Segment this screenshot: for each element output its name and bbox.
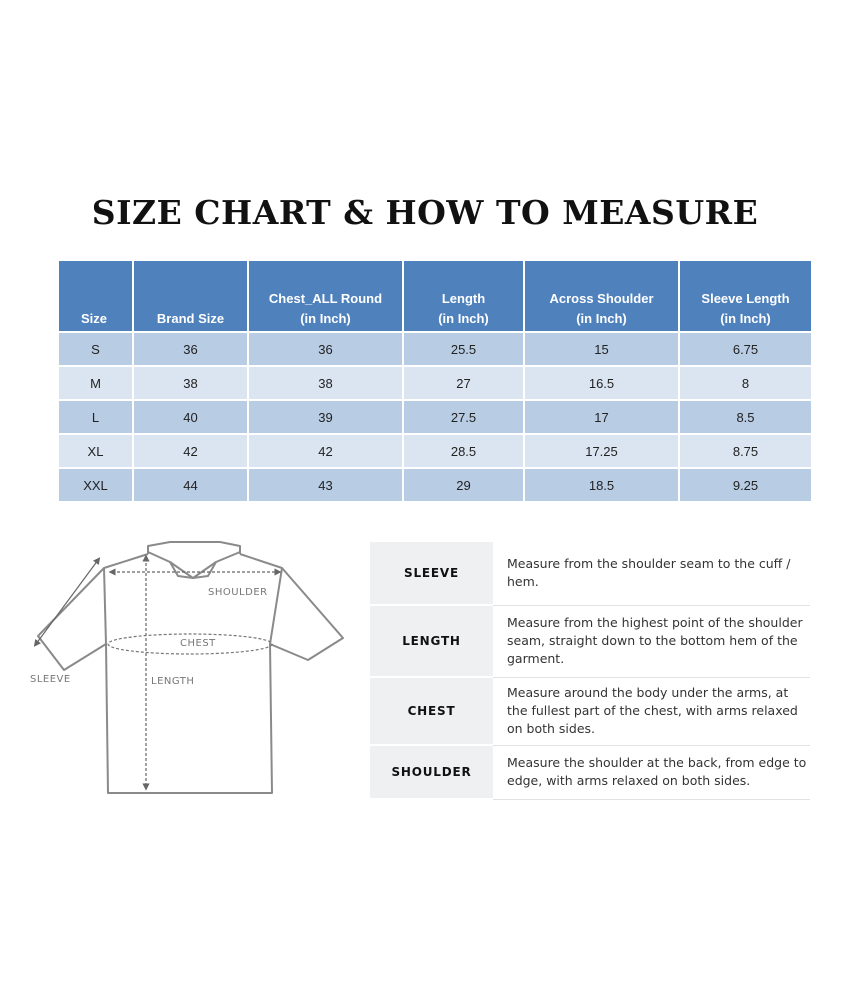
table-row xyxy=(59,400,811,434)
header-length: Length (in Inch) xyxy=(403,261,524,332)
header-sleeve-length: Sleeve Length (in Inch) xyxy=(679,261,811,332)
measure-description: Measure from the highest point of the shoulder seam, straight down to the bottom hem of the garment. xyxy=(493,605,810,677)
cell-sleeve: 9.25 xyxy=(679,468,811,501)
cell-brand-size: 40 xyxy=(133,400,248,434)
how-to-measure-table xyxy=(370,542,810,800)
measure-term: SHOULDER xyxy=(370,745,493,799)
cell-chest: 42 xyxy=(248,434,403,468)
header-brand-size: Brand Size xyxy=(133,261,248,332)
cell-sleeve: 8.5 xyxy=(679,400,811,434)
cell-length: 29 xyxy=(403,468,524,501)
table-header-row xyxy=(59,261,811,332)
page-title: SIZE CHART & HOW TO MEASURE xyxy=(91,193,759,232)
cell-length: 25.5 xyxy=(403,332,524,366)
table-row xyxy=(59,332,811,366)
header-size: Size xyxy=(59,261,133,332)
measure-term: CHEST xyxy=(370,677,493,745)
measure-row-shoulder xyxy=(370,745,810,799)
diagram-label-chest: CHEST xyxy=(180,638,216,649)
cell-shoulder: 16.5 xyxy=(524,366,679,400)
cell-chest: 43 xyxy=(248,468,403,501)
measure-row-chest xyxy=(370,677,810,745)
diagram-label-length: LENGTH xyxy=(151,676,195,687)
cell-size: S xyxy=(59,332,133,366)
header-across-shoulder: Across Shoulder (in Inch) xyxy=(524,261,679,332)
cell-chest: 36 xyxy=(248,332,403,366)
cell-brand-size: 36 xyxy=(133,332,248,366)
measure-row-sleeve xyxy=(370,542,810,605)
cell-shoulder: 17 xyxy=(524,400,679,434)
cell-size: M xyxy=(59,366,133,400)
cell-length: 27 xyxy=(403,366,524,400)
measure-row-length xyxy=(370,605,810,677)
measure-description: Measure from the shoulder seam to the cuff / hem. xyxy=(493,542,810,605)
cell-size: XXL xyxy=(59,468,133,501)
shirt-measurement-diagram xyxy=(20,540,360,805)
table-row xyxy=(59,468,811,501)
cell-brand-size: 38 xyxy=(133,366,248,400)
cell-size: L xyxy=(59,400,133,434)
header-chest: Chest_ALL Round (in Inch) xyxy=(248,261,403,332)
table-row xyxy=(59,366,811,400)
cell-sleeve: 8 xyxy=(679,366,811,400)
cell-chest: 39 xyxy=(248,400,403,434)
cell-sleeve: 8.75 xyxy=(679,434,811,468)
cell-length: 28.5 xyxy=(403,434,524,468)
size-chart-table xyxy=(59,261,811,501)
cell-sleeve: 6.75 xyxy=(679,332,811,366)
measure-description: Measure the shoulder at the back, from edge to edge, with arms relaxed on both sides. xyxy=(493,745,810,799)
diagram-label-shoulder: SHOULDER xyxy=(208,587,268,598)
table-row xyxy=(59,434,811,468)
cell-shoulder: 17.25 xyxy=(524,434,679,468)
measure-term: SLEEVE xyxy=(370,542,493,605)
cell-brand-size: 44 xyxy=(133,468,248,501)
cell-shoulder: 18.5 xyxy=(524,468,679,501)
cell-brand-size: 42 xyxy=(133,434,248,468)
cell-shoulder: 15 xyxy=(524,332,679,366)
cell-size: XL xyxy=(59,434,133,468)
cell-length: 27.5 xyxy=(403,400,524,434)
measure-description: Measure around the body under the arms, at the fullest part of the chest, with arms relaxed on both sides. xyxy=(493,677,810,745)
measure-term: LENGTH xyxy=(370,605,493,677)
cell-chest: 38 xyxy=(248,366,403,400)
shirt-outline-icon xyxy=(20,540,360,805)
diagram-label-sleeve: SLEEVE xyxy=(30,674,71,685)
